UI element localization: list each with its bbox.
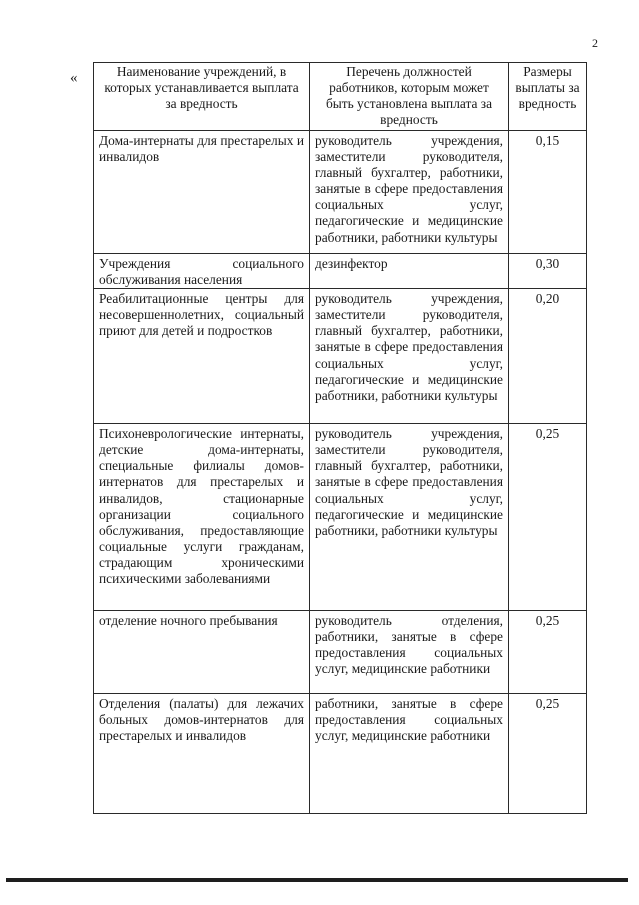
- rate-cell: 0,25: [509, 611, 587, 694]
- rate-cell: 0,20: [509, 289, 587, 424]
- header-rate: Размеры выплаты за вредность: [509, 63, 587, 131]
- rate-cell: 0,30: [509, 254, 587, 289]
- institution-cell: Дома-интернаты для престарелых и инвалидов: [94, 131, 310, 254]
- header-institution: Наименование учреждений, в которых устанавливается выплата за вредность: [94, 63, 310, 131]
- institution-cell: Реабилитационные центры для несовершеннолетних, социальный приют для детей и подростков: [94, 289, 310, 424]
- table-row: [94, 254, 587, 289]
- positions-cell: дезинфектор: [310, 254, 509, 289]
- institution-cell: отделение ночного пребывания: [94, 611, 310, 694]
- opening-quote-mark: «: [70, 70, 78, 86]
- table-row: [94, 424, 587, 611]
- bottom-scan-border: [6, 878, 628, 882]
- institution-cell: Психоневрологические интернаты, детские дома-интернаты, специальные филиалы домов-интернатов для престарелых и инвалидов, стационарные организации социального обслуживания, предоставляющие социальные услуги гражданам, страдающим хроническими психическими заболеваниями: [94, 424, 310, 611]
- table-row: [94, 694, 587, 814]
- institution-cell: Учреждения социального обслуживания населения: [94, 254, 310, 289]
- positions-cell: работники, занятые в сфере предоставления социальных услуг, медицинские работники: [310, 694, 509, 814]
- rate-cell: 0,15: [509, 131, 587, 254]
- positions-cell: руководитель учреждения, заместители руководителя, главный бухгалтер, работники, занятые в сфере предоставления социальных услуг, педагогические и медицинские работники, работники культуры: [310, 131, 509, 254]
- positions-cell: руководитель отделения, работники, занятые в сфере предоставления социальных услуг, медицинские работники: [310, 611, 509, 694]
- page-number: 2: [592, 36, 598, 50]
- hazard-pay-table: [93, 62, 587, 814]
- rate-cell: 0,25: [509, 694, 587, 814]
- rate-cell: 0,25: [509, 424, 587, 611]
- table-row: [94, 289, 587, 424]
- table-row: [94, 611, 587, 694]
- table-row: [94, 131, 587, 254]
- positions-cell: руководитель учреждения, заместители руководителя, главный бухгалтер, работники, занятые в сфере предоставления социальных услуг, педагогические и медицинские работники, работники культуры: [310, 289, 509, 424]
- positions-cell: руководитель учреждения, заместители руководителя, главный бухгалтер, работники, занятые в сфере предоставления социальных услуг, педагогические и медицинские работники, работники культуры: [310, 424, 509, 611]
- table-header-row: [94, 63, 587, 131]
- institution-cell: Отделения (палаты) для лежачих больных домов-интернатов для престарелых и инвалидов: [94, 694, 310, 814]
- header-positions: Перечень должностей работников, которым может быть установлена выплата за вредность: [310, 63, 509, 131]
